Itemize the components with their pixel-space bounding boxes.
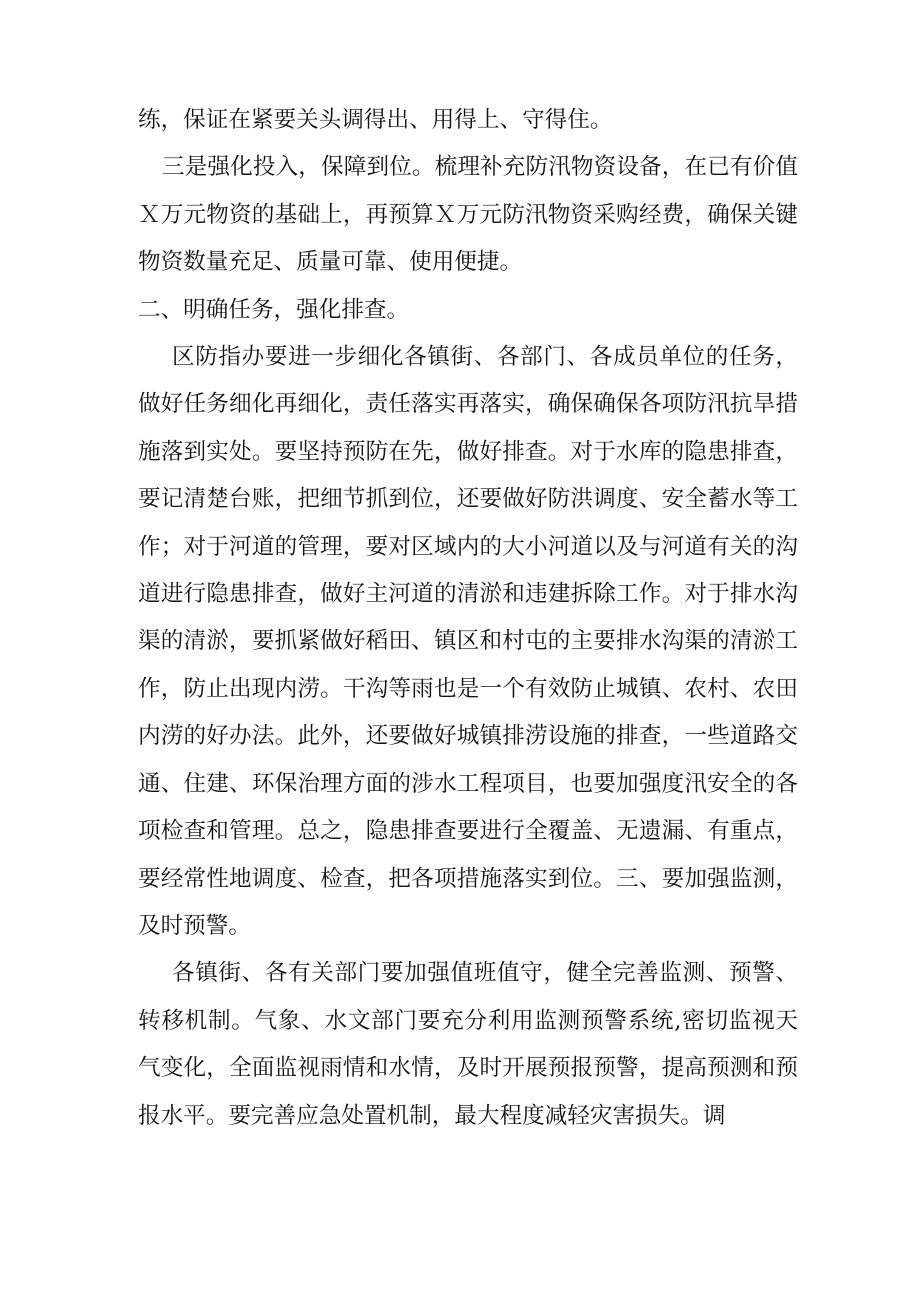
paragraph-training-continuation: 练，保证在紧要关头调得出、用得上、守得住。 bbox=[138, 107, 613, 133]
document-body bbox=[138, 97, 798, 1140]
section-heading-tasks-inspection: 二、明确任务，强化排查。 bbox=[138, 296, 410, 323]
paragraph-monitoring-warning: 各镇街、各有关部门要加强值班值守，健全完善监测、预警、转移机制。气象、水文部门要充分利用监测预警系统,密切监视天气变化，全面监视雨情和水情，及时开展预报预警，提高预测和预报水平。要完善应急处置机制，最大程度减轻灾害损失。调 bbox=[138, 960, 798, 1129]
paragraph-investment-guarantee: 三是强化投入，保障到位。梳理补充防汛物资设备，在已有价值Ｘ万元物资的基础上，再预算Ｘ万元防汛物资采购经费，确保关键物资数量充足、质量可靠、使用便捷。 bbox=[138, 154, 798, 276]
paragraph-task-refinement: 区防指办要进一步细化各镇街、各部门、各成员单位的任务，做好任务细化再细化，责任落实再落实，确保确保各项防汛抗旱措施落到实处。要坚持预防在先，做好排查。对于水库的隐患排查，要记清楚台账，把细节抓到位，还要做好防洪调度、安全蓄水等工作；对于河道的管理，要对区域内的大小河道以及与河道有关的沟道进行隐患排查，做好主河道的清淤和违建拆除工作。对于排水沟渠的清淤，要抓紧做好稻田、镇区和村屯的主要排水沟渠的清淤工作，防止出现内涝。干沟等雨也是一个有效防止城镇、农村、农田内涝的好办法。此外，还要做好城镇排涝设施的排查，一些道路交通、住建、环保治理方面的涉水工程项目，也要加强度汛安全的各项检查和管理。总之，隐患排查要进行全覆盖、无遗漏、有重点，要经常性地调度、检查，把各项措施落实到位。三、要加强监测，及时预警。 bbox=[138, 344, 798, 939]
